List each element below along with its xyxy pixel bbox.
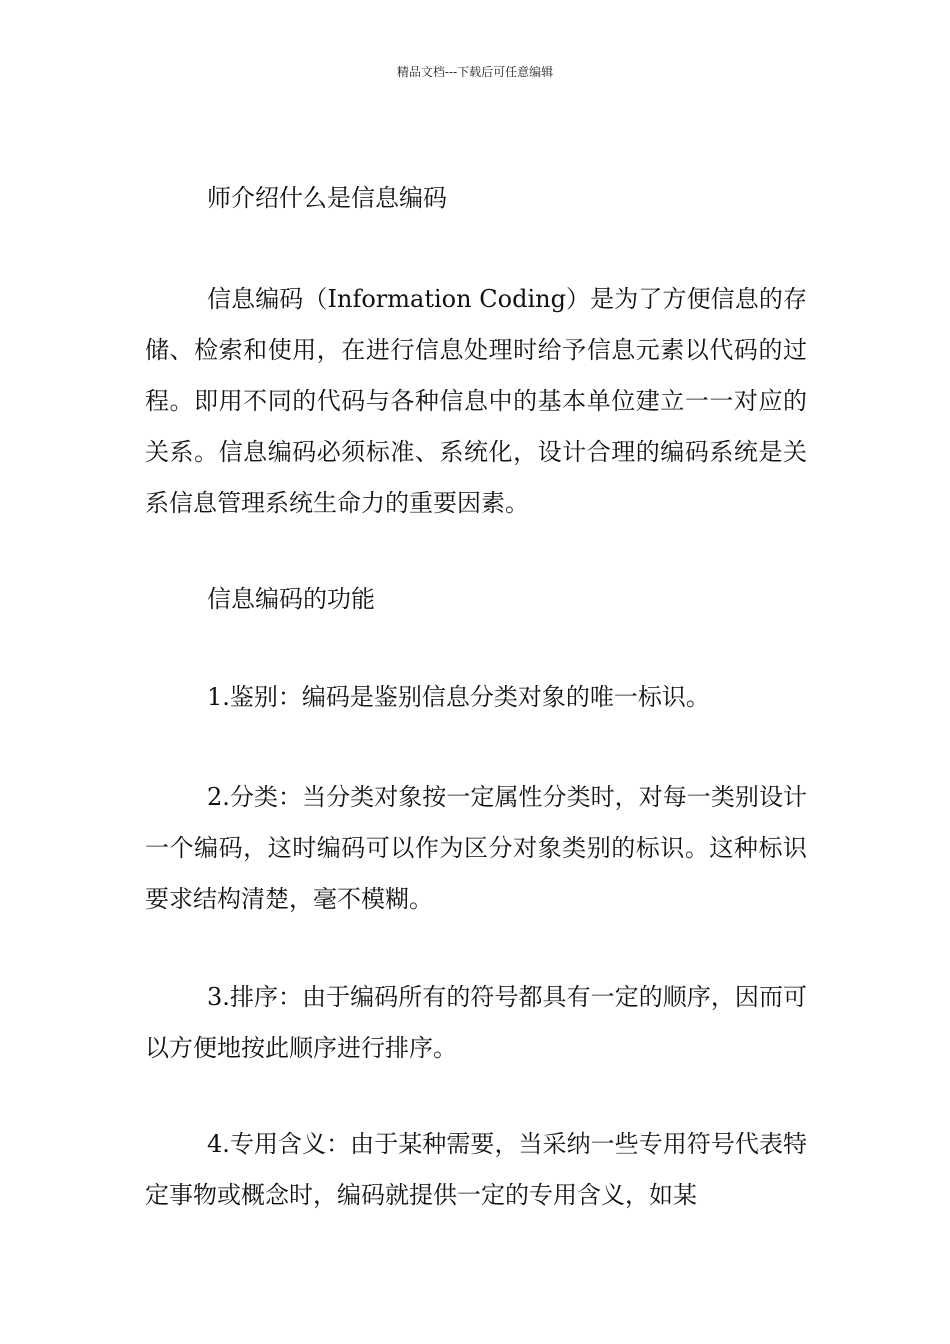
list-item-classification: 2.分类：当分类对象按一定属性分类时，对每一类别设计一个编码，这时编码可以作为区分对象类别的标识。这种标识要求结构清楚，毫不模糊。 (145, 783, 807, 913)
page-header: 精品文档---下载后可任意编辑 (396, 65, 554, 79)
section-title-intro: 师介绍什么是信息编码 (207, 184, 447, 212)
list-item-special-meaning: 4.专用含义：由于某种需要，当采纳一些专用符号代表特定事物或概念时，编码就提供一定的专用含义，如某 (145, 1130, 807, 1209)
list-item-identification: 1.鉴别：编码是鉴别信息分类对象的唯一标识。 (207, 683, 710, 711)
section-title-functions: 信息编码的功能 (207, 585, 375, 613)
list-item-sorting: 3.排序：由于编码所有的符号都具有一定的顺序，因而可以方便地按此顺序进行排序。 (145, 983, 807, 1062)
paragraph-definition: 信息编码（Information Coding）是为了方便信息的存储、检索和使用，在进行信息处理时给予信息元素以代码的过程。即用不同的代码与各种信息中的基本单位建立一一对应的关系。信息编码必须标准、系统化，设计合理的编码系统是关系信息管理系统生命力的重要因素。 (145, 285, 807, 517)
